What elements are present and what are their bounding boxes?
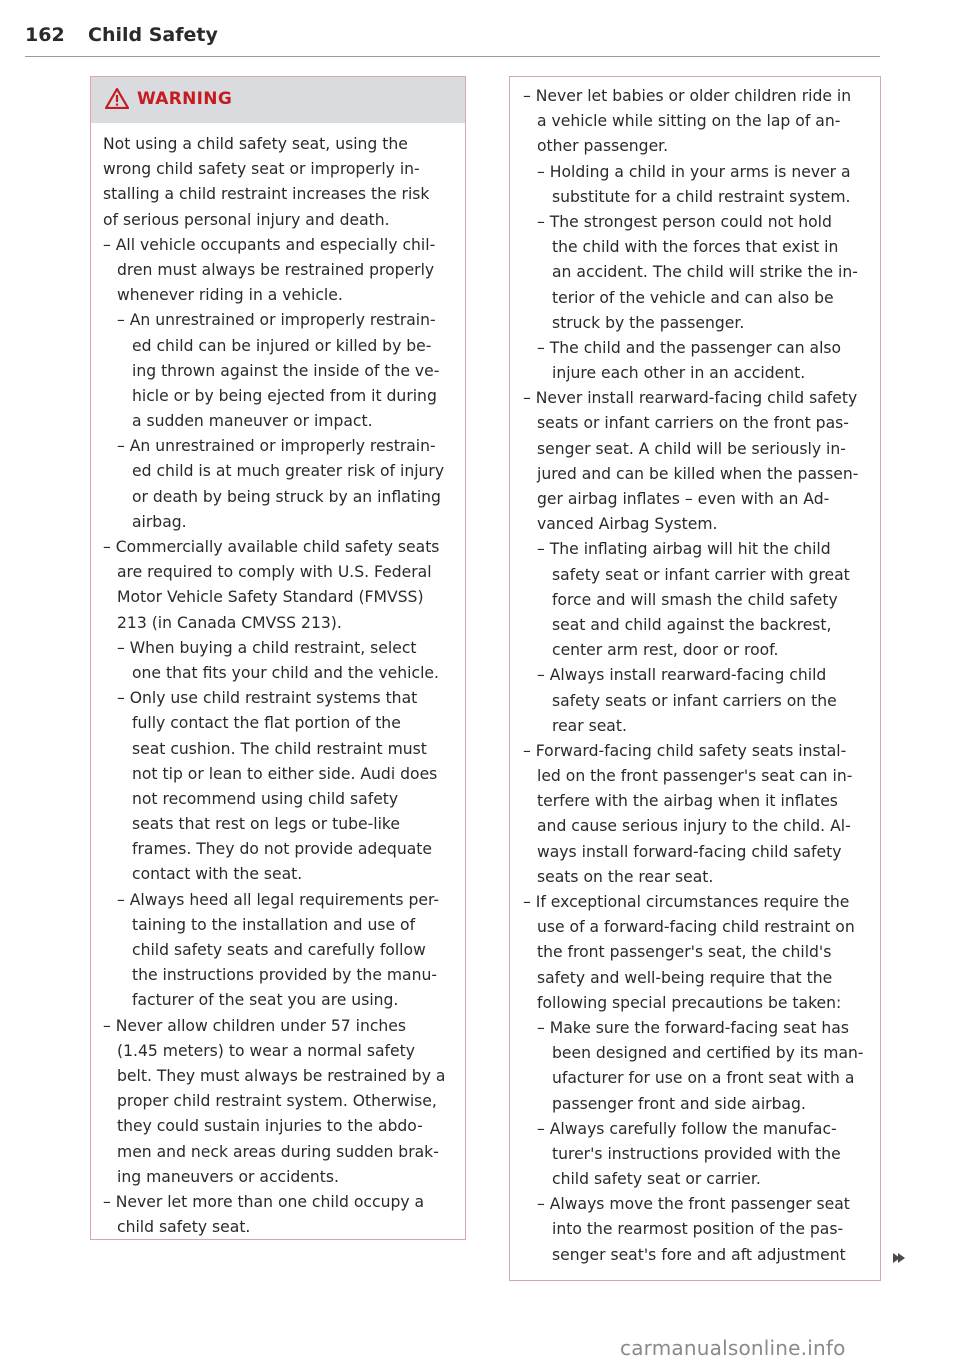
warning-label: WARNING [137,89,233,109]
text-line: turer's instructions provided with the [552,1144,841,1163]
text-line: they could sustain injuries to the abdo- [117,1117,423,1136]
text-line: – Never let more than one child occupy a [103,1192,425,1211]
text-line: – When buying a child restraint, select [117,638,417,657]
text-line: – All vehicle occupants and especially chil- [103,235,436,254]
page-header [25,22,880,57]
text-line: been designed and certified by its man- [552,1044,864,1063]
text-line: – Always heed all legal requirements per- [117,890,439,909]
text-line: terior of the vehicle and can also be [552,288,834,307]
text-line: of serious personal injury and death. [103,210,390,229]
text-line: senger seat's fore and aft adjustment [552,1245,846,1264]
text-line: other passenger. [537,137,669,156]
text-line: vanced Airbag System. [537,515,718,534]
text-line: men and neck areas during sudden brak- [117,1142,439,1161]
text-line: not tip or lean to either side. Audi does [132,764,438,783]
text-line: – Always install rearward-facing child [537,666,827,685]
text-line: contact with the seat. [132,865,303,884]
text-line: ways install forward-facing child safety [537,842,842,861]
text-line: injure each other in an accident. [552,364,806,383]
text-line: passenger front and side airbag. [552,1094,806,1113]
text-line: proper child restraint system. Otherwise, [117,1092,437,1111]
text-line: – Always carefully follow the manufac- [537,1119,837,1138]
text-line: ed child can be injured or killed by be- [132,336,432,355]
text-line: led on the front passenger's seat can in- [537,767,853,786]
text-line: Motor Vehicle Safety Standard (FMVSS) [117,588,424,607]
text-line: – Holding a child in your arms is never a [537,162,851,181]
watermark: carmanualsonline.info [620,1336,846,1360]
text-line: seat and child against the backrest, [552,615,832,634]
text-line: terfere with the airbag when it inflates [537,792,838,811]
text-line: seats or infant carriers on the front pas- [537,414,849,433]
text-line: child safety seat or carrier. [552,1170,761,1189]
text-line: ger airbag inflates – even with an Ad- [537,490,830,508]
text-line: an accident. The child will strike the in- [552,263,858,282]
text-line: – Always move the front passenger seat [537,1195,850,1214]
text-line: – The child and the passenger can also [537,338,842,357]
warning-text-right [523,84,864,1268]
text-line: seats that rest on legs or tube-like [132,815,400,834]
warning-box-continued [509,76,881,1281]
text-line: fully contact the flat portion of the [132,714,401,733]
continue-arrow-icon [892,1249,906,1268]
text-line: stalling a child restraint increases the risk [103,185,430,204]
text-line: frames. They do not provide adequate [132,840,432,859]
page-number: 162 [25,24,65,46]
text-line: – Forward-facing child safety seats instal- [523,741,847,760]
text-line: safety seat or infant carrier with great [552,565,850,584]
text-line: or death by being struck by an inflating [132,487,441,506]
text-line: ing thrown against the inside of the ve- [132,361,440,380]
text-line: – The inflating airbag will hit the child [537,540,831,559]
text-line: – Never allow children under 57 inches [103,1016,407,1035]
text-line: one that fits your child and the vehicle. [132,663,439,682]
text-line: rear seat. [552,716,627,735]
text-line: center arm rest, door or roof. [552,641,779,660]
text-line: whenever riding in a vehicle. [117,286,343,305]
text-line: not recommend using child safety [132,789,399,808]
text-line: the child with the forces that exist in [552,238,839,257]
text-line: – Commercially available child safety seats [103,538,440,556]
text-line: a vehicle while sitting on the lap of an- [537,112,841,131]
text-line: seats on the rear seat. [537,867,714,886]
text-line: child safety seat. [117,1218,251,1237]
text-line: taining to the installation and use of [132,915,416,934]
text-line: force and will smash the child safety [552,590,838,609]
text-line: jured and can be killed when the passen- [537,464,859,483]
text-line: substitute for a child restraint system. [552,187,851,206]
text-line: hicle or by being ejected from it during [132,386,437,405]
text-line: – Never install rearward-facing child safety [523,389,858,408]
text-line: safety seats or infant carriers on the [552,691,837,710]
warning-triangle-icon [105,87,129,113]
text-line: are required to comply with U.S. Federal [117,563,432,582]
text-line: ufacturer for use on a front seat with a [552,1069,855,1088]
warning-box [90,76,466,1240]
text-line: 213 (in Canada CMVSS 213). [117,613,342,632]
text-line: safety and well-being require that the [537,968,833,987]
text-line: and cause serious injury to the child. Al- [537,817,851,836]
text-line: the front passenger's seat, the child's [537,943,832,962]
text-line: airbag. [132,512,187,531]
text-line: following special precautions be taken: [537,993,842,1012]
text-line: – An unrestrained or improperly restrain- [117,311,436,330]
text-line: ing maneuvers or accidents. [117,1167,340,1186]
text-line: seat cushion. The child restraint must [132,739,427,758]
text-line: – If exceptional circumstances require the [523,893,850,911]
text-line: facturer of the seat you are using. [132,991,399,1010]
text-line: into the rearmost position of the pas- [552,1220,844,1239]
text-line: Not using a child safety seat, using the [103,135,408,153]
text-line: child safety seats and carefully follow [132,941,426,959]
warning-text-left [103,132,445,1240]
text-line: – Make sure the forward-facing seat has [537,1018,849,1037]
warning-header [91,77,465,123]
section-title: Child Safety [88,24,218,46]
text-line: struck by the passenger. [552,313,745,332]
text-line: – Never let babies or older children ride in [523,87,852,105]
text-line: wrong child safety seat or improperly in- [103,160,420,179]
text-line: (1.45 meters) to wear a normal safety [117,1041,415,1060]
text-line: – Only use child restraint systems that [117,689,418,708]
text-line: – The strongest person could not hold [537,212,832,231]
text-line: use of a forward-facing child restraint on [537,918,855,937]
text-line: – An unrestrained or improperly restrain- [117,437,436,456]
text-line: senger seat. A child will be seriously in- [537,439,846,458]
text-line: the instructions provided by the manu- [132,966,438,985]
text-line: ed child is at much greater risk of injury [132,462,445,481]
text-line: belt. They must always be restrained by a [117,1066,446,1085]
text-line: a sudden maneuver or impact. [132,412,373,431]
text-line: dren must always be restrained properly [117,260,435,279]
